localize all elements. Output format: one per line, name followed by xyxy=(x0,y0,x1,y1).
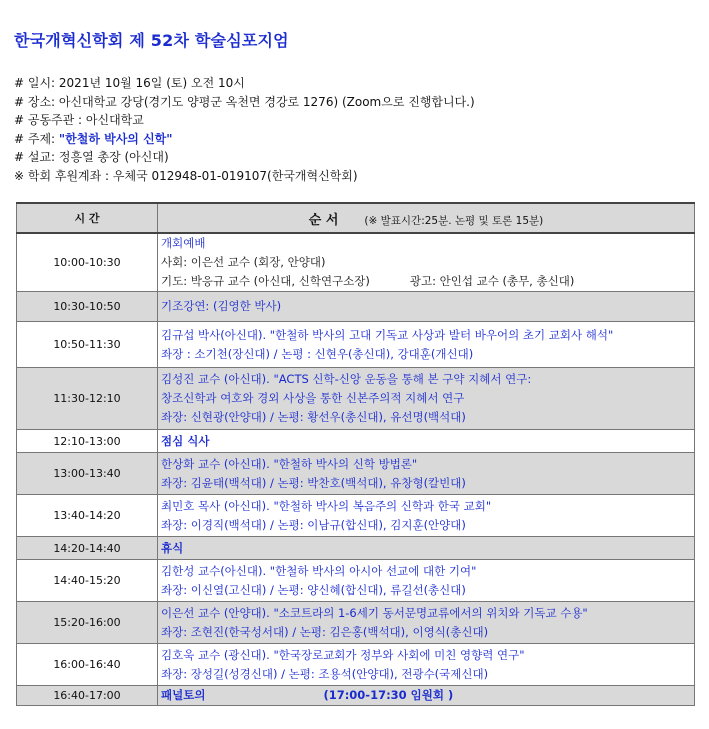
table-row xyxy=(17,430,695,453)
time-cell: 13:40-14:20 xyxy=(17,495,158,537)
program-line: 김호욱 교수 (광신대). "한국장로교회가 정부와 사회에 미친 영향력 연구" xyxy=(161,647,525,662)
schedule-table xyxy=(16,202,695,706)
program-cell xyxy=(158,322,695,368)
program-line-part: 기도: 박응규 교수 (아신대, 신학연구소장) xyxy=(161,274,370,288)
time-cell: 12:10-13:00 xyxy=(17,430,158,453)
info-account: ※ 학회 후원계좌 : 우체국 012948-01-019107(한국개혁신학회) xyxy=(14,168,358,183)
program-line: 좌장: 김윤태(백석대) / 논평: 박찬호(백석대), 유창형(칼빈대) xyxy=(161,475,466,490)
info-theme-label: # 주제: xyxy=(14,131,59,146)
header-time: 시 간 xyxy=(17,203,158,233)
info-place: # 장소: 아신대학교 강당(경기도 양평군 옥천면 경강로 1276) (Zoom으로 진행합니다.) xyxy=(14,94,475,109)
program-line: 좌장 : 소기천(장신대) / 논평 : 신현우(총신대), 강대훈(개신대) xyxy=(161,346,474,361)
page-title: 한국개혁신학회 제 52차 학술심포지엄 xyxy=(14,31,289,50)
program-line: 점심 식사 xyxy=(161,433,210,448)
table-row xyxy=(17,644,695,686)
program-cell xyxy=(158,368,695,430)
program-line: 좌장: 조현진(한국성서대) / 논평: 김은홍(백석대), 이영식(총신대) xyxy=(161,624,489,639)
program-line: 기조강연: (김영한 박사) xyxy=(161,299,282,313)
program-cell xyxy=(158,233,695,292)
table-row xyxy=(17,368,695,430)
program-cell xyxy=(158,602,695,644)
time-cell: 10:30-10:50 xyxy=(17,292,158,322)
header-program-label: 순 서 xyxy=(308,212,339,228)
table-row xyxy=(17,453,695,495)
table-row xyxy=(17,686,695,706)
info-theme-value: "한철하 박사의 신학" xyxy=(58,131,173,146)
program-line: 김규섭 박사(아신대). "한철하 박사의 고대 기독교 사상과 발터 바우어의 초기 교회사 해석" xyxy=(161,327,614,342)
info-sermon: # 설교: 정흥열 총장 (아신대) xyxy=(14,150,169,164)
time-cell: 14:40-15:20 xyxy=(17,560,158,602)
table-row xyxy=(17,292,695,322)
program-line xyxy=(161,272,694,291)
table-row xyxy=(17,322,695,368)
time-cell: 10:50-11:30 xyxy=(17,322,158,368)
program-line: 최민호 목사 (아신대). "한철하 박사의 복음주의 신학과 한국 교회" xyxy=(161,498,492,513)
program-cell xyxy=(158,537,695,560)
program-cell xyxy=(158,560,695,602)
committee-note: (17:00-17:30 임원회 ) xyxy=(323,688,454,702)
table-row xyxy=(17,233,695,292)
schedule-header xyxy=(17,203,695,233)
event-info xyxy=(14,74,475,185)
header-program xyxy=(158,203,695,233)
info-host: # 공동주관 : 아신대학교 xyxy=(14,113,144,127)
program-line: 이은선 교수 (안양대). "소코트라의 1-6세기 동서문명교류에서의 위치와 기독교 수용" xyxy=(161,605,588,620)
table-row xyxy=(17,537,695,560)
time-cell: 10:00-10:30 xyxy=(17,233,158,292)
header-note: (※ 발표시간:25분. 논평 및 토론 15분) xyxy=(364,214,544,227)
time-cell: 16:40-17:00 xyxy=(17,686,158,706)
info-theme xyxy=(14,130,475,149)
program-line-part: 광고: 안인섭 교수 (총무, 총신대) xyxy=(409,274,575,288)
table-row xyxy=(17,560,695,602)
program-line: 좌장: 이경직(백석대) / 논평: 이남규(합신대), 김지훈(안양대) xyxy=(161,517,466,532)
table-row xyxy=(17,602,695,644)
program-cell xyxy=(158,495,695,537)
program-line xyxy=(161,686,694,705)
program-line: 김한성 교수(아신대). "한철하 박사의 아시아 선교에 대한 기여" xyxy=(161,563,477,578)
program-line: 좌장: 신현광(안양대) / 논평: 황선우(총신대), 유선명(백석대) xyxy=(161,410,466,424)
time-cell: 13:00-13:40 xyxy=(17,453,158,495)
program-cell xyxy=(158,292,695,322)
program-line: 좌장: 장성길(성경신대) / 논평: 조용석(안양대), 전광수(국제신대) xyxy=(161,666,489,681)
program-line: 한상화 교수 (아신대). "한철하 박사의 신학 방법론" xyxy=(161,456,418,471)
table-row xyxy=(17,495,695,537)
program-line: 좌장: 이신열(고신대) / 논평: 양신혜(합신대), 류길선(총신대) xyxy=(161,582,466,597)
program-line: 휴식 xyxy=(161,540,184,555)
program-cell xyxy=(158,453,695,495)
program-line: 창조신학과 여호와 경외 사상을 통한 신본주의적 지혜서 연구 xyxy=(161,391,465,405)
time-cell: 16:00-16:40 xyxy=(17,644,158,686)
program-cell xyxy=(158,644,695,686)
info-date: # 일시: 2021년 10월 16일 (토) 오전 10시 xyxy=(14,76,245,90)
time-cell: 11:30-12:10 xyxy=(17,368,158,430)
program-line: 김성진 교수 (아신대). "ACTS 신학-신앙 운동을 통해 본 구약 지혜서 연구: xyxy=(161,372,532,386)
time-cell: 15:20-16:00 xyxy=(17,602,158,644)
time-cell: 14:20-14:40 xyxy=(17,537,158,560)
panel-label: 패널토의 xyxy=(161,688,206,702)
program-cell xyxy=(158,430,695,453)
program-cell xyxy=(158,686,695,706)
program-line: 사회: 이은선 교수 (회장, 안양대) xyxy=(161,255,326,269)
program-line: 개회예배 xyxy=(161,236,206,250)
